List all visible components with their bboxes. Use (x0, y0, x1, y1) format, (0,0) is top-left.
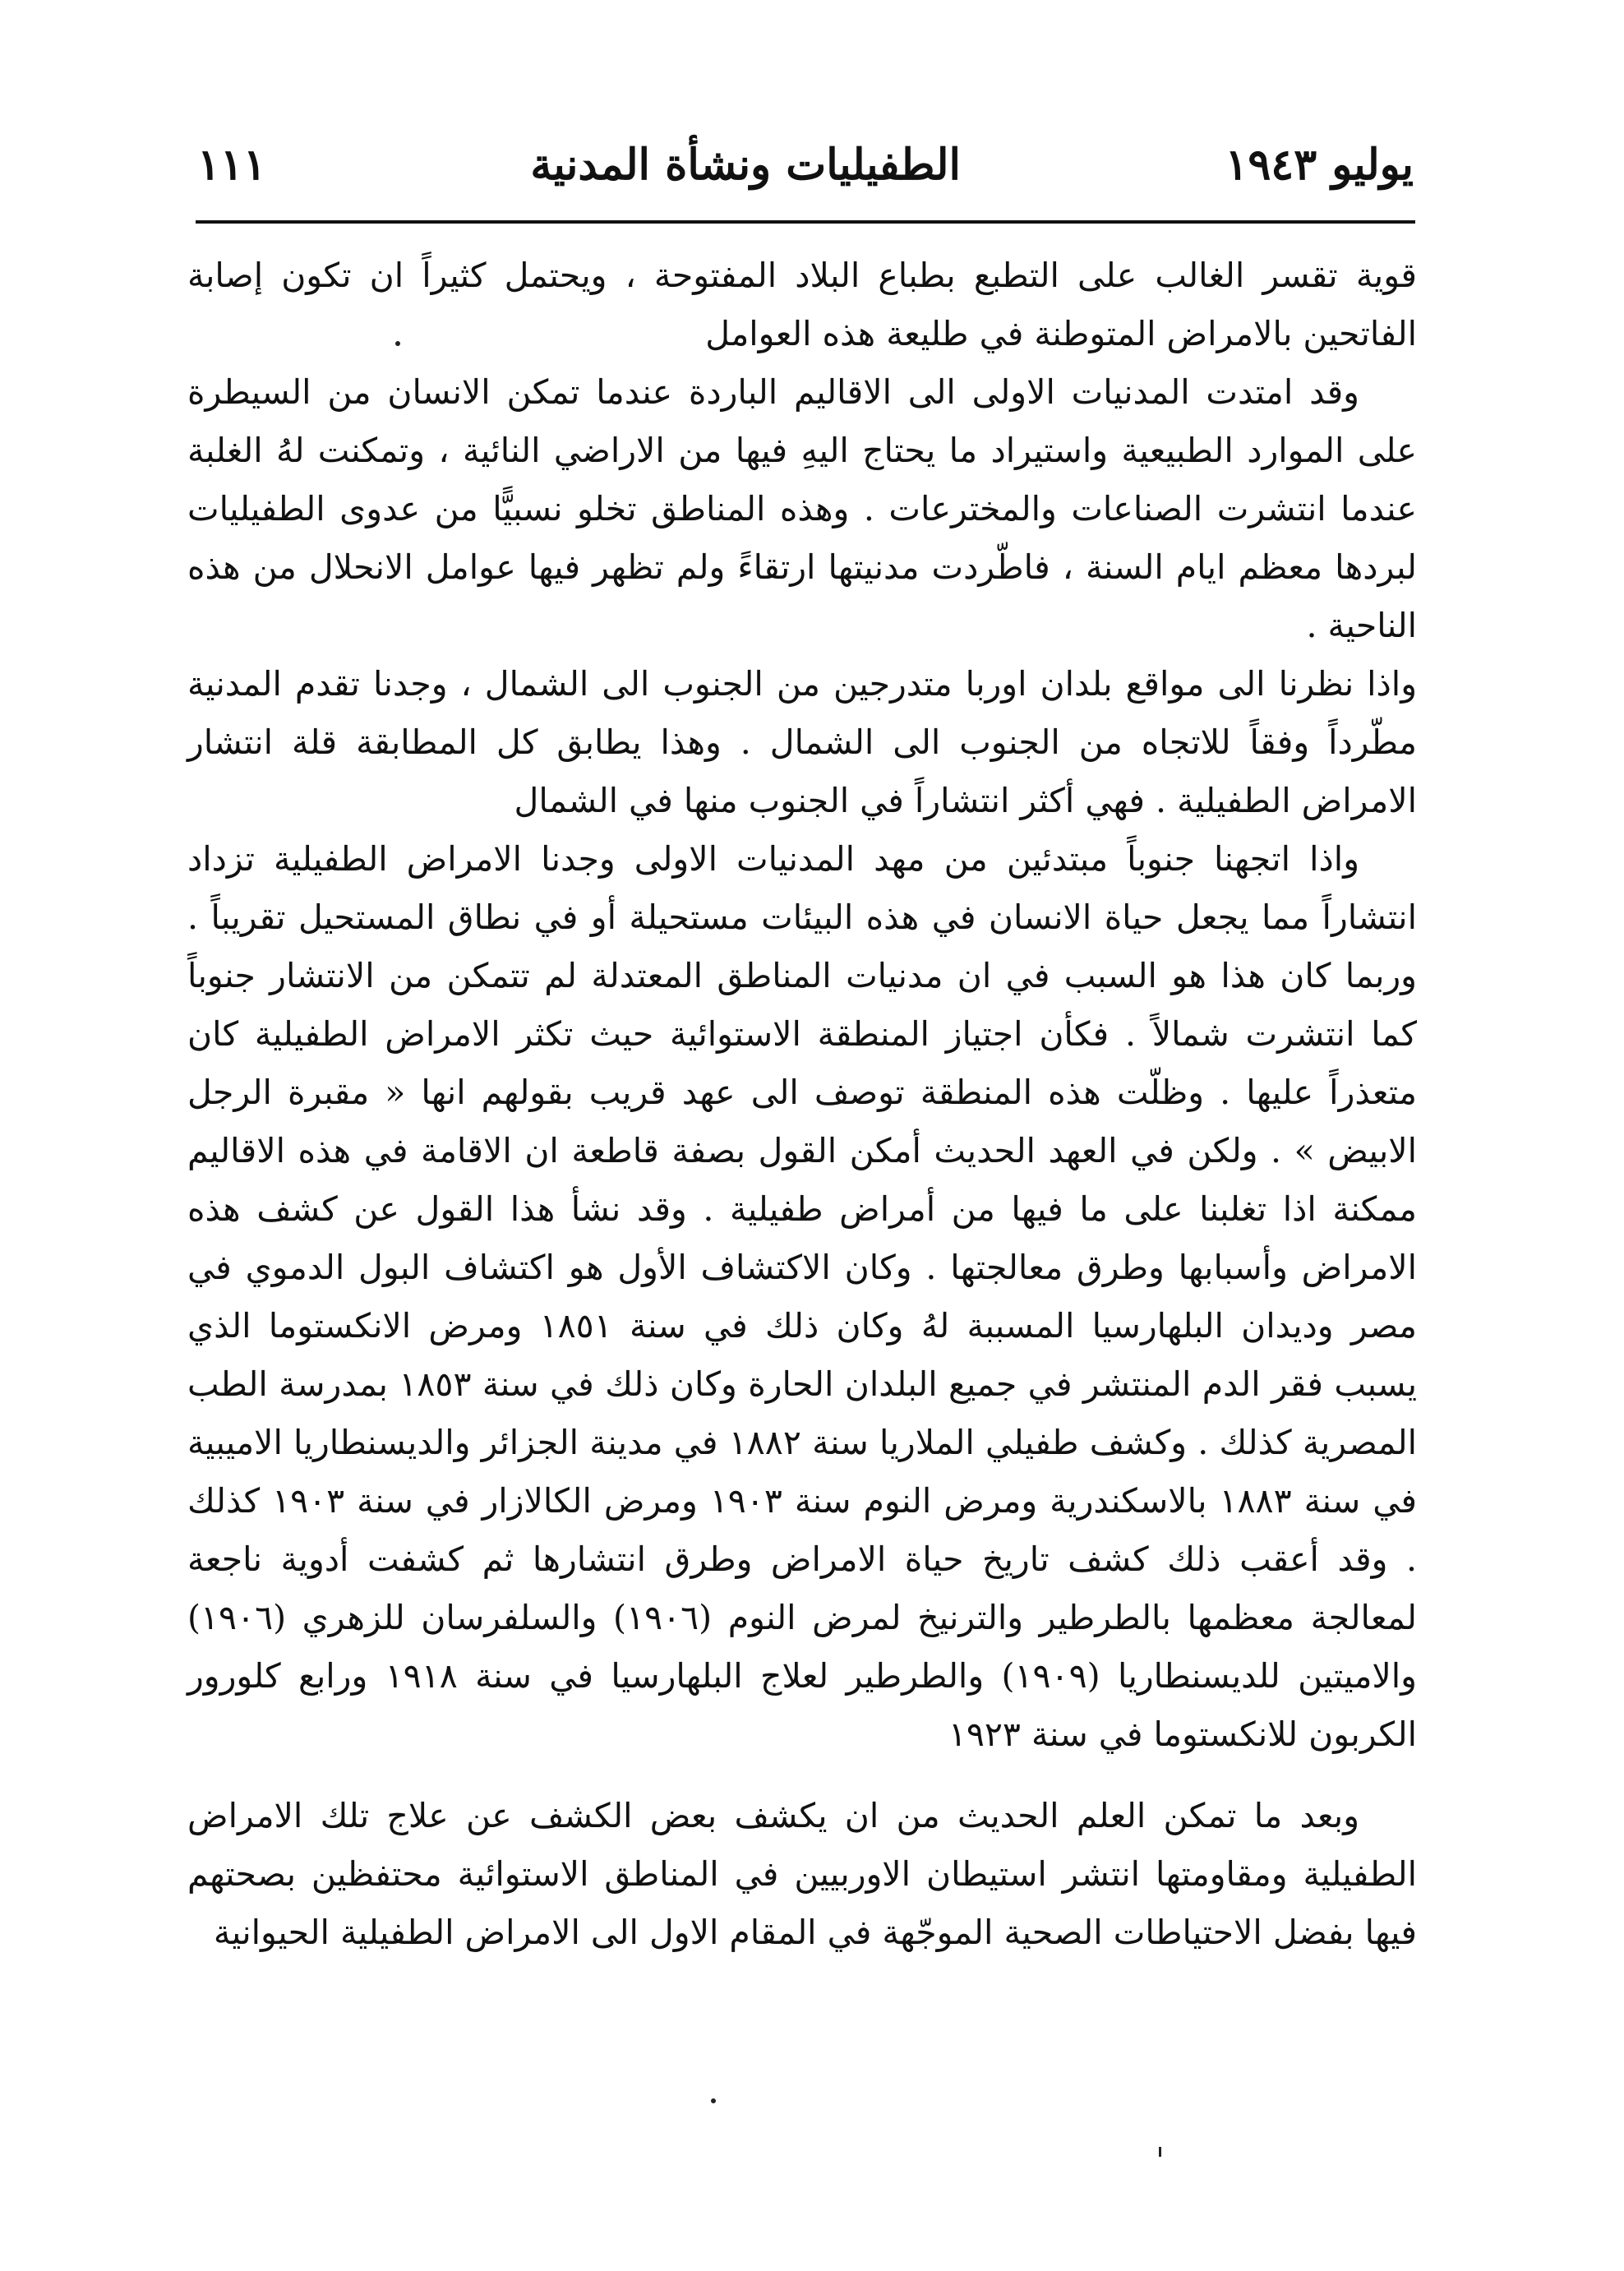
scan-speck (711, 2098, 716, 2103)
paragraph: وقد امتدت المدنيات الاولى الى الاقاليم الباردة عندما تمكن الانسان من السيطرة على الموارد الطبيعية واستيراد ما يحتاج اليهِ فيها من الاراضي النائية ، وتمكنت لهُ الغلبة عندما انتشرت الصناعات والمخترعات . وهذه المناطق تخلو نسبيًّا من عدوى الطفيليات لبردها معظم ايام السنة ، فاطّردت مدنيتها ارتقاءً ولم تظهر فيها عوامل الانحلال من هذه الناحية . (187, 372, 1417, 645)
header-date: يوليو ١٩٤٣ (1225, 140, 1414, 190)
scan-speck (1159, 2147, 1161, 2157)
paragraph: وبعد ما تمكن العلم الحديث من ان يكشف بعض الكشف عن علاج تلك الامراض الطفيلية ومقاومتها انتشر استيطان الاوربيين في المناطق الاستوائية محتفظين بصحتهم فيها بفضل الاحتياطات الصحية الموجّهة في المقام الاول الى الامراض الطفيلية الحيوانية (187, 1796, 1417, 1952)
page-number: ١١١ (197, 140, 266, 190)
header-title: الطفيليات ونشأة المدنية (530, 140, 961, 190)
running-header (197, 140, 1414, 205)
paragraph: واذا نظرنا الى مواقع بلدان اوربا متدرجين من الجنوب الى الشمال ، وجدنا تقدم المدنية مطّرداً وفقاً للاتجاه من الجنوب الى الشمال . وهذا يطابق كل المطابقة قلة انتشار الامراض الطفيلية . فهي أكثر انتشاراً في الجنوب منها في الشمال (187, 664, 1417, 820)
paragraph: قوية تقسر الغالب على التطبع بطباع البلاد المفتوحة ، ويحتمل كثيراً ان تكون إصابة الفاتحين بالامراض المتوطنة في طليعة هذه العوامل (187, 256, 1417, 353)
paragraph: واذا اتجهنا جنوباً مبتدئين من مهد المدنيات الاولى وجدنا الامراض الطفيلية تزداد انتشاراً مما يجعل حياة الانسان في هذه البيئات مستحيلة أو في نطاق المستحيل تقريباً . وربما كان هذا هو السبب في ان مدنيات المناطق المعتدلة لم تتمكن من الانتشار جنوباً كما انتشرت شمالاً . فكأن اجتياز المنطقة الاستوائية حيث تكثر الامراض الطفيلية كان متعذراً عليها . وظلّت هذه المنطقة توصف الى عهد قريب بقولهم انها « مقبرة الرجل الابيض » . ولكن في العهد الحديث أمكن القول بصفة قاطعة ان الاقامة في هذه الاقاليم ممكنة اذا تغلبنا على ما فيها من أمراض طفيلية . وقد نشأ هذا القول عن كشف هذه الامراض وأسبابها وطرق معالجتها . وكان الاكتشاف الأول هو اكتشاف البول الدموي في مصر وديدان البلهارسيا المسببة لهُ وكان ذلك في سنة ١٨٥١ ومرض الانكستوما الذي يسبب فقر الدم المنتشر في جميع البلدان الحارة وكان ذلك في سنة ١٨٥٣ بمدرسة الطب المصرية كذلك . وكشف طفيلي الملاريا سنة ١٨٨٢ في مدينة الجزائر والديسنطاريا الاميبية في سنة ١٨٨٣ بالاسكندرية ومرض النوم سنة ١٩٠٣ ومرض الكالازار في سنة ١٩٠٣ كذلك . وقد أعقب ذلك كشف تاريخ حياة الامراض وطرق انتشارها ثم كشفت أدوية ناجعة لمعالجة معظمها بالطرطير والترنيخ لمرض النوم (١٩٠٦) والسلفرسان للزهري (١٩٠٦) والاميتين للديسنطاريا (١٩٠٩) والطرطير لعلاج البلهارسيا في سنة ١٩١٨ ورابع كلورور الكربون للانكستوما في سنة ١٩٢٣ (187, 839, 1418, 1754)
body-text (187, 247, 1417, 1962)
header-rule (196, 220, 1415, 224)
